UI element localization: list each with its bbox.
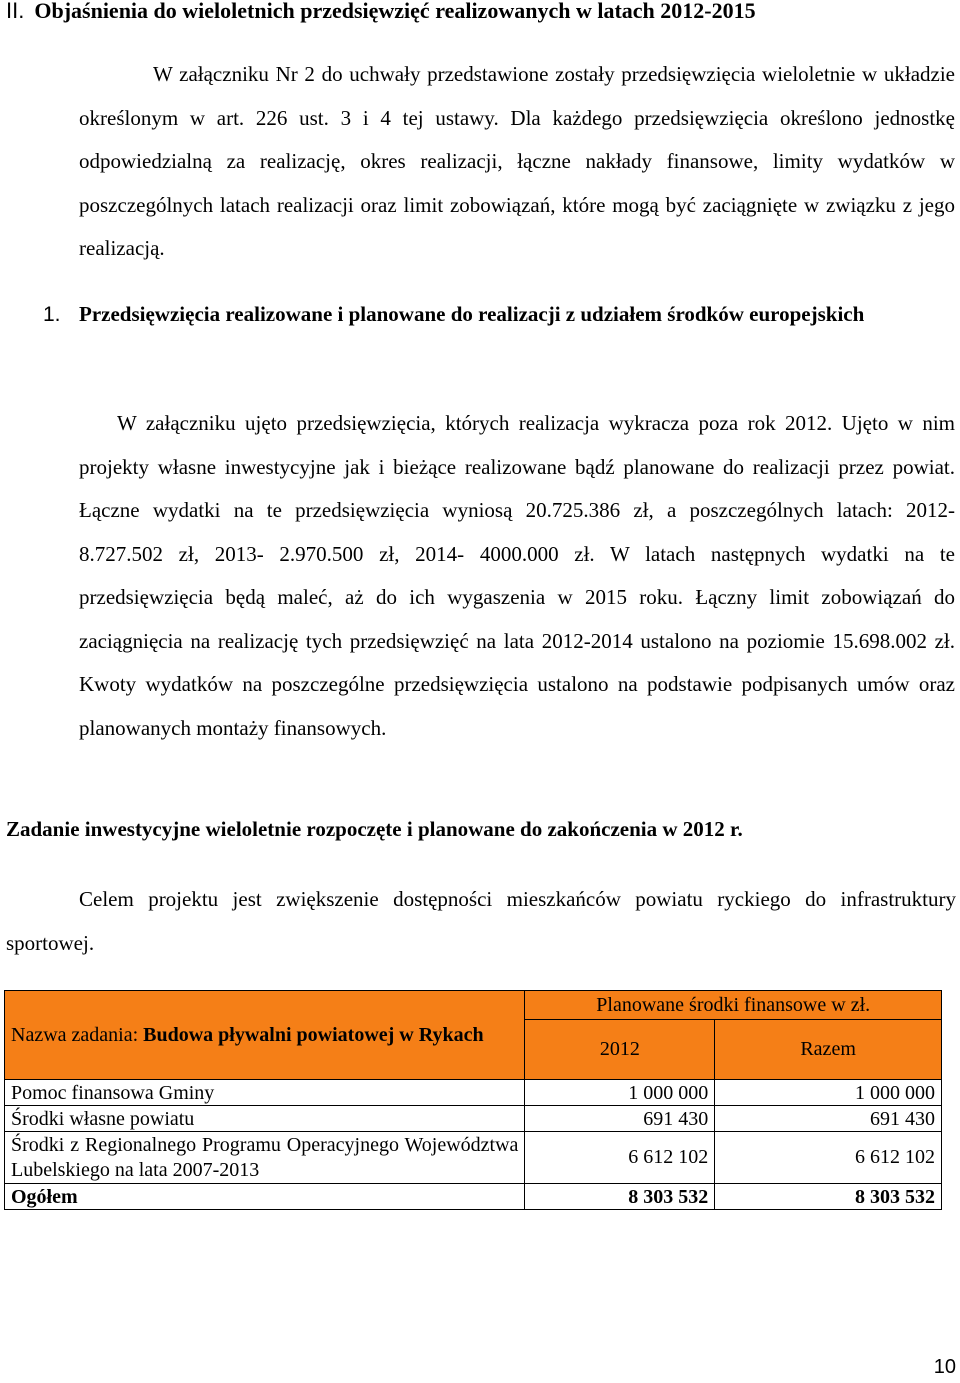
task-heading: Zadanie inwestycyjne wieloletnie rozpoczęte i planowane do zakończenia w 2012 r. <box>6 817 743 841</box>
task-name-value: Budowa pływalni powiatowej w Rykach <box>143 1024 484 1046</box>
row-value-2012: 6 612 102 <box>525 1132 715 1184</box>
table-row <box>5 1132 942 1184</box>
row-value-total: 691 430 <box>715 1106 942 1132</box>
financing-table <box>4 990 942 1210</box>
total-value-2012: 8 303 532 <box>525 1184 715 1210</box>
column-header-total: Razem <box>715 1020 942 1080</box>
row-label: Pomoc finansowa Gminy <box>5 1080 525 1106</box>
row-label: Środki własne powiatu <box>5 1106 525 1132</box>
row-label: Środki z Regionalnego Programu Operacyjnego Województwa Lubelskiego na lata 2007-2013 <box>5 1132 525 1184</box>
row-value-total: 1 000 000 <box>715 1080 942 1106</box>
total-value-total: 8 303 532 <box>715 1184 942 1210</box>
intro-paragraph: W załączniku Nr 2 do uchwały przedstawione zostały przedsięwzięcia wieloletnie w układzie określonym w art. 226 ust. 3 i 4 tej ustawy. Dla każdego przedsięwzięcia określono jednostkę odpowiedzialną za realizację, okres realizacji, łączne nakłady finansowe, limity wydatków w poszczególnych latach realizacji oraz limit zobowiązań, które mogą być zaciągnięte w związku z jego realizacją. <box>79 62 955 260</box>
section-heading <box>6 0 756 24</box>
task-name-cell <box>5 991 525 1080</box>
subsection-title: Przedsięwzięcia realizowane i planowane do realizacji z udziałem środków europejskich <box>79 302 865 326</box>
planned-funds-header: Planowane środki finansowe w zł. <box>525 991 942 1020</box>
row-value-2012: 1 000 000 <box>525 1080 715 1106</box>
total-label: Ogółem <box>5 1184 525 1210</box>
task-name-label: Nazwa zadania: <box>11 1024 139 1046</box>
row-value-total: 6 612 102 <box>715 1132 942 1184</box>
section-title: Objaśnienia do wieloletnich przedsięwzięć realizowanych w latach 2012-2015 <box>34 0 756 23</box>
section-number: II. <box>6 0 25 23</box>
table-row <box>5 1080 942 1106</box>
subsection-paragraph: W załączniku ujęto przedsięwzięcia, których realizacja wykracza poza rok 2012. Ujęto w nim projekty własne inwestycyjne jak i bieżące realizowane bądź planowane do realizacji przez powiat. Łączne wydatki na te przedsięwzięcia wyniosą 20.725.386 zł, a poszczególnych latach: 2012- 8.727.502 zł, 2013- 2.970.500 zł, 2014- 4000.000 zł. W latach następnych wydatki na te przedsięwzięcia będą maleć, aż do ich wygaszenia w 2015 roku. Łączny limit zobowiązań do zaciągnięcia na realizację tych przedsięwzięć na lata 2012-2014 ustalono na poziomie 15.698.002 zł. Kwoty wydatków na poszczególne przedsięwzięcia ustalono na podstawie podpisanych umów oraz planowanych montaży finansowych. <box>79 411 955 740</box>
table-total-row <box>5 1184 942 1210</box>
table-row <box>5 1106 942 1132</box>
subsection-heading <box>43 293 955 336</box>
column-header-2012: 2012 <box>525 1020 715 1080</box>
task-paragraph: Celem projektu jest zwiększenie dostępności mieszkańców powiatu ryckiego do infrastruktury sportowej. <box>6 887 956 955</box>
subsection-number: 1. <box>43 303 61 326</box>
row-value-2012: 691 430 <box>525 1106 715 1132</box>
page-number: 10 <box>933 1356 956 1378</box>
